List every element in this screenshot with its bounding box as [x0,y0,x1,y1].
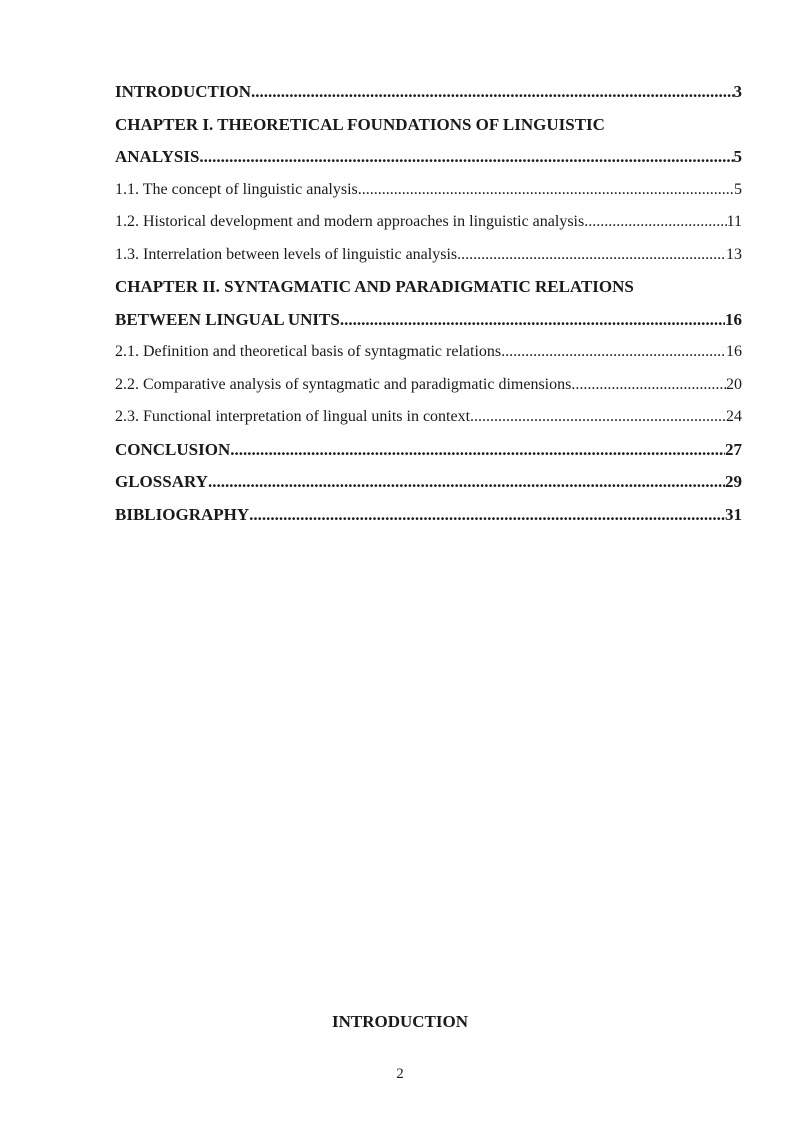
dot-leader [230,434,725,467]
toc-entry-title: 2.2. Comparative analysis of syntagmatic and paradigmatic dimensions [115,375,572,393]
toc-entry-section-1-1[interactable] [115,174,742,207]
dot-leader [501,336,726,369]
toc-entry-title: 1.1. The concept of linguistic analysis [115,180,358,198]
toc-chapter2-title-line1: CHAPTER II. SYNTAGMATIC AND PARADIGMATIC RELATIONS [115,277,634,296]
dot-leader [584,206,726,239]
dot-leader [199,141,733,174]
toc-entry-title: BETWEEN LINGUAL UNITS [115,309,340,329]
toc-entry-title: 1.2. Historical development and modern approaches in linguistic analysis [115,213,585,230]
toc-entry-title: 2.3. Functional interpretation of lingual units in context [115,408,471,425]
toc-entry-page: 13 [726,245,742,263]
toc-entry-page: 16 [725,309,742,329]
toc-entry-page: 29 [725,472,742,491]
dot-leader [208,466,725,499]
toc-entry-bibliography[interactable] [115,499,742,532]
toc-entry-section-2-1[interactable] [115,336,742,369]
dot-leader [470,401,726,434]
toc-entry-title: GLOSSARY [115,472,208,491]
dot-leader [457,239,726,272]
dot-leader [251,76,733,109]
toc-entry-page: 11 [726,213,742,230]
page-number: 2 [396,1066,404,1082]
toc-entry-chapter1[interactable] [115,141,742,174]
toc-entry-page: 16 [726,343,742,360]
toc-entry-chapter2[interactable] [115,304,742,337]
toc-entry-section-1-3[interactable] [115,239,742,272]
toc-entry-section-2-3[interactable] [115,401,742,434]
toc-entry-title: ANALYSIS [115,147,200,166]
toc-entry-section-2-2[interactable] [115,369,742,402]
toc-entry-glossary[interactable] [115,466,742,499]
dot-leader [358,174,734,207]
dot-leader [340,304,725,337]
toc-chapter1-title-line1: CHAPTER I. THEORETICAL FOUNDATIONS OF LINGUISTIC [115,114,605,134]
table-of-contents [115,76,742,531]
toc-entry-introduction[interactable] [115,76,742,109]
toc-entry-page: 20 [726,375,742,393]
toc-entry-page: 31 [725,504,742,524]
toc-entry-page: 5 [733,147,742,166]
toc-entry-title: 1.3. Interrelation between levels of linguistic analysis [115,245,458,263]
toc-entry-title: 2.1. Definition and theoretical basis of syntagmatic relations [115,343,502,360]
section-heading: INTRODUCTION [331,1012,469,1031]
toc-entry-conclusion[interactable] [115,434,742,467]
dot-leader [249,499,725,532]
toc-entry-page: 27 [725,439,742,459]
toc-entry-page: 24 [726,408,742,425]
toc-entry-page: 3 [733,82,742,101]
toc-entry-section-1-2[interactable] [115,206,742,239]
toc-entry-title: BIBLIOGRAPHY [115,504,250,524]
dot-leader [571,369,726,402]
toc-entry-page: 5 [734,180,742,198]
toc-entry-title: CONCLUSION [115,439,231,459]
toc-entry-title: INTRODUCTION [115,82,252,101]
